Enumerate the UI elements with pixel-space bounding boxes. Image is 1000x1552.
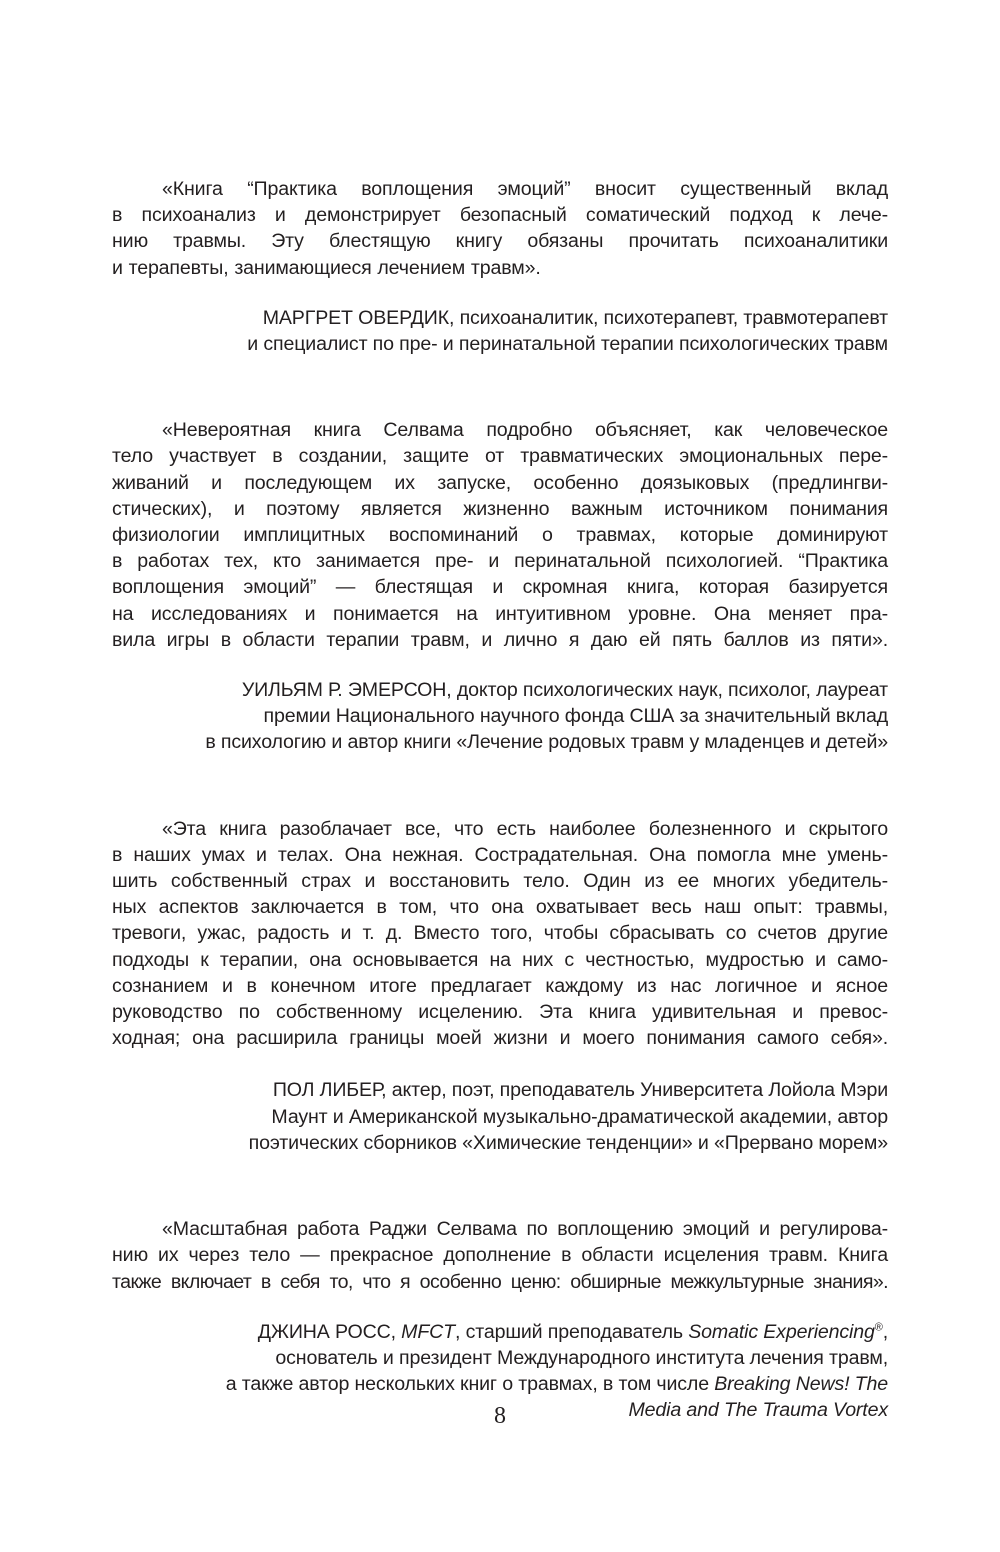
quote-line: стических), и поэтому является жизненно важным источником понимания: [112, 497, 888, 520]
testimonial-attribution: [112, 305, 888, 357]
quote-line: «Эта книга разоблачает все, что есть наиболее болезненного и скрытого: [162, 817, 888, 840]
quote-line: «Книга “Практика воплощения эмоций” вносит существенный вклад: [162, 178, 888, 200]
quote-line: физиологии имплицитных воспоминаний о травмах, которые доминируют: [112, 524, 888, 547]
quote-line: «Невероятная книга Селвама подробно объясняет, как человеческое: [162, 419, 888, 442]
attribution-text: , старший преподаватель: [454, 1320, 689, 1343]
quote-line: тревоги, ужас, радость и т. д. Вместо того, чтобы сбрасывать со счетов другие: [112, 922, 888, 945]
quote-line: в работах тех, кто занимается пре- и перинатальной психологией. “Практика: [112, 550, 888, 573]
attribution-line: [112, 1371, 888, 1397]
attribution-text: а также автор нескольких книг о травмах, в том числе: [225, 1373, 715, 1396]
quote-line: воплощения эмоций” — блестящая и скромная книга, которая базируется: [112, 576, 888, 599]
quote-line: подходы к терапии, она основывается на них с честностью, мудростью и само-: [112, 948, 888, 971]
attribution-line: [112, 1319, 888, 1345]
testimonial-attribution: [112, 677, 888, 756]
quote-line: руководство по собственному исцелению. Эта книга удивительная и превос-: [112, 1001, 888, 1024]
quote-line: «Масштабная работа Раджи Селвама по воплощению эмоций и регулирова-: [162, 1218, 888, 1241]
book-title: Media and The Trauma Vortex: [628, 1399, 888, 1422]
author-credential: MFCT: [401, 1320, 455, 1343]
quote-line: также включает в себя то, что я особенно ценю: обширные межкультурные знания».: [112, 1270, 888, 1293]
quote-line: в наших умах и телах. Она нежная. Сострадательная. Она помогла мне умень-: [112, 843, 888, 866]
testimonial-attribution: [112, 1077, 888, 1156]
quote-line: нию травмы. Эту блестящую книгу обязаны прочитать психоаналитики: [112, 230, 888, 253]
attribution-line: поэтических сборников «Химические тенденции» и «Прервано морем»: [248, 1131, 888, 1154]
registered-mark: ®: [874, 1321, 883, 1334]
testimonial-quote: [112, 816, 888, 1052]
quote-line: и терапевты, занимающиеся лечением травм».: [112, 256, 541, 279]
program-name: Somatic Experiencing: [688, 1320, 875, 1343]
testimonial-quote: [112, 417, 888, 653]
quote-line: живаний и последующем их запуске, особенно доязыковых (предлингви-: [112, 471, 888, 494]
attribution-line: УИЛЬЯМ Р. ЭМЕРСОН, доктор психологических наук, психолог, лауреат: [241, 679, 888, 702]
quote-line: ных аспектов заключается в том, что она охватывает весь наш опыт: травмы,: [112, 896, 888, 919]
author-name: ДЖИНА РОСС,: [257, 1320, 402, 1343]
quote-line: в психоанализ и демонстрирует безопасный соматический подход к лече-: [112, 204, 888, 227]
attribution-text: ,: [882, 1320, 888, 1343]
attribution-line: МАРГРЕТ ОВЕРДИК, психоаналитик, психотерапевт, травмотерапевт: [262, 306, 888, 329]
testimonial-quote: [112, 1216, 888, 1295]
quote-line: тело участвует в создании, защите от травматических эмоциональных пере-: [112, 445, 888, 468]
attribution-line: основатель и президент Международного института лечения травм,: [275, 1346, 888, 1369]
quote-line: вила игры в области терапии травм, и лично я даю ей пять баллов из пяти».: [112, 628, 888, 651]
testimonial-quote: [112, 176, 888, 281]
quote-line: сознанием и в конечном итоге предлагает каждому из нас логичное и ясное: [112, 974, 888, 997]
attribution-line: и специалист по пре- и перинатальной терапии психологических травм: [247, 333, 888, 356]
quote-line: ходная; она расширила границы моей жизни и моего понимания самого себя».: [112, 1027, 888, 1050]
quote-line: шить собственный страх и восстановить тело. Один из ее многих убедитель-: [112, 870, 888, 893]
book-title: Breaking News! The: [714, 1373, 888, 1396]
attribution-line: в психологию и автор книги «Лечение родовых травм у младенцев и детей»: [205, 731, 888, 754]
quote-line: на исследованиях и понимается на интуитивном уровне. Она меняет пра-: [112, 602, 888, 625]
book-page-content: [112, 176, 888, 1424]
attribution-line: премии Национального научного фонда США за значительный вклад: [263, 705, 888, 728]
attribution-line: Маунт и Американской музыкально-драматической академии, автор: [271, 1105, 888, 1128]
quote-line: нию их через тело — прекрасное дополнение в области исцеления травм. Книга: [112, 1244, 888, 1267]
attribution-line: ПОЛ ЛИБЕР, актер, поэт, преподаватель Университета Лойола Мэри: [272, 1079, 888, 1102]
page-number: 8: [494, 1403, 506, 1429]
